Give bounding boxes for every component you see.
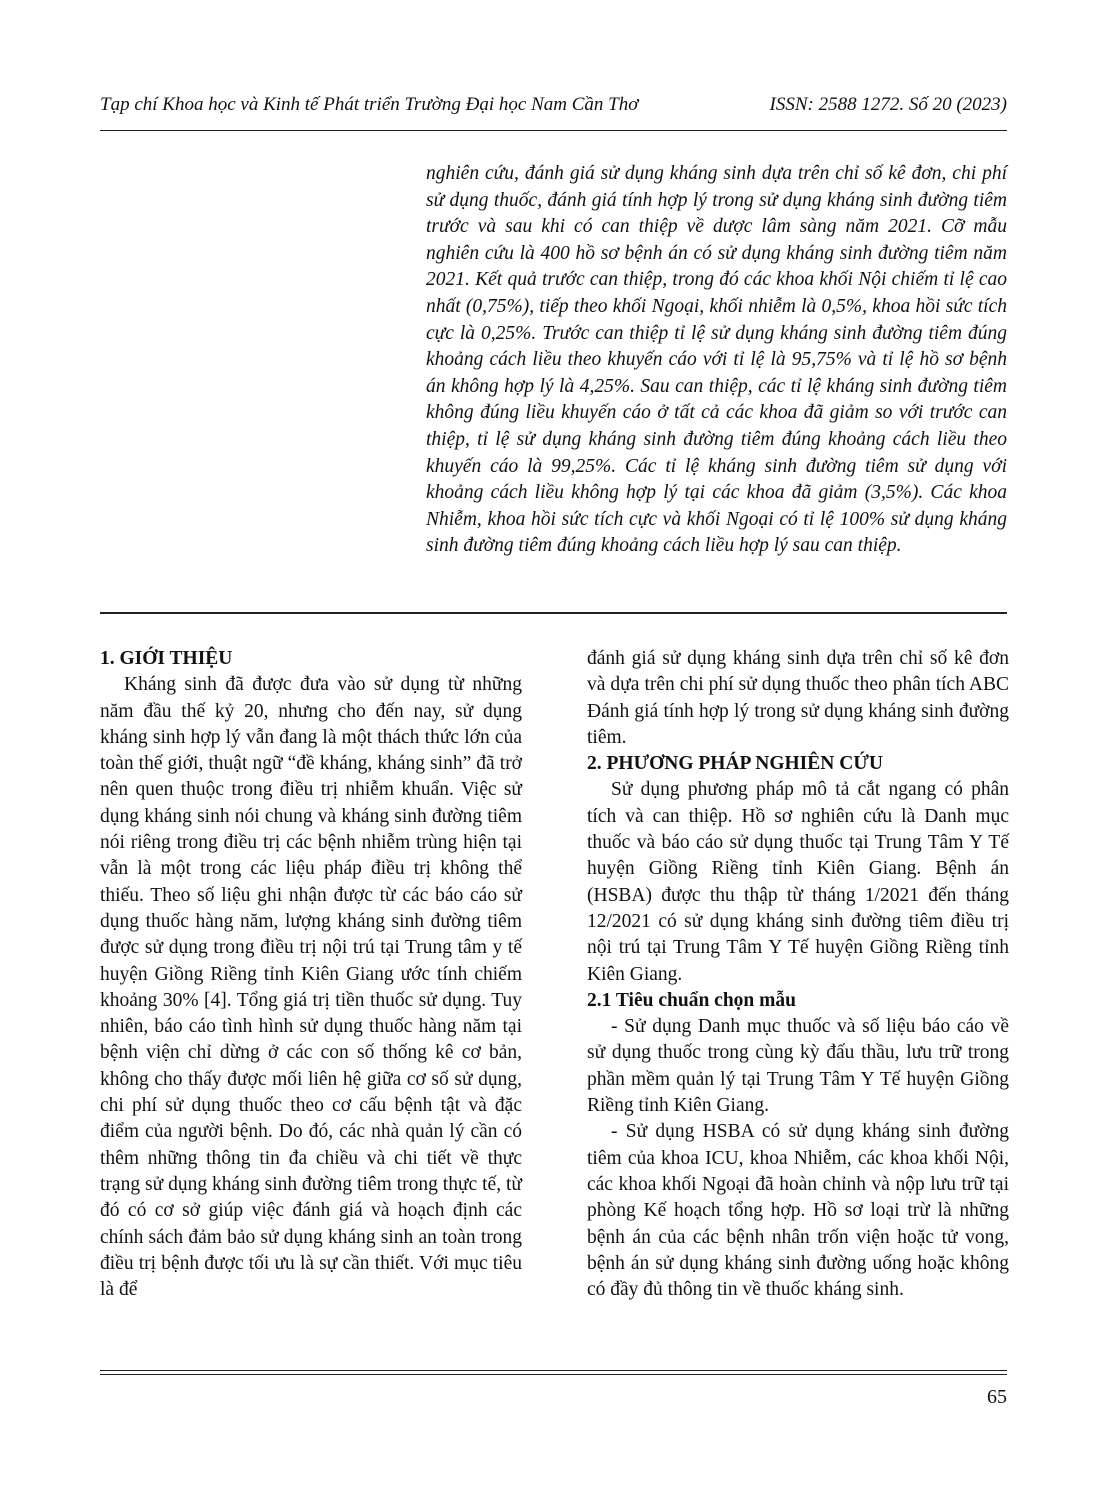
subsection-heading-sample-criteria: 2.1 Tiêu chuẩn chọn mẫu	[587, 989, 796, 1011]
criteria-item: - Sử dụng Danh mục thuốc và số liệu báo cáo về sử dụng thuốc trong cùng kỳ đấu thầu, lưu trữ trong phần mềm quản lý tại Trung Tâm Y Tế huyện Giồng Riềng tỉnh Kiên Giang.	[587, 1016, 1009, 1117]
intro-paragraph: Kháng sinh đã được đưa vào sử dụng từ những năm đầu thế kỷ 20, nhưng cho đến nay, sử dụng kháng sinh hợp lý vẫn đang là một thách thức lớn của toàn thế giới, thuật ngữ “đề kháng, kháng sinh” đã trở nên quen thuộc trong điều trị nhiễm khuẩn. Việc sử dụng kháng sinh nói chung và kháng sinh đường tiêm nói riêng trong điều trị các bệnh nhiễm trùng hiện tại vẫn là một trong các liệu pháp điều trị không thể thiếu. Theo số liệu ghi nhận được từ các báo cáo sử dụng thuốc hàng năm, lượng kháng sinh đường tiêm được sử dụng trong điều trị nội trú tại Trung tâm y tế huyện Giồng Riềng tỉnh Kiên Giang ước tính chiếm khoảng 30% [4]. Tổng giá trị tiền thuốc sử dụng. Tuy nhiên, báo cáo tình hình sử dụng thuốc hàng năm tại bệnh viện chỉ dừng ở các con số thống kê cơ bản, không cho thấy được mối liên hệ giữa cơ số sử dụng, chi phí sử dụng thuốc theo cơ cấu bệnh tật và đặc điểm của người bệnh. Do đó, các nhà quản lý cần có thêm những thông tin đa chiều và chi tiết về thực trạng sử dụng kháng sinh đường tiêm trong thực tế, từ đó có cơ sở giúp việc đánh giá và hoạch định các chính sách đảm bảo sử dụng kháng sinh an toàn trong điều trị bệnh được tối ưu là sự cần thiết. Với mục tiêu là để	[100, 674, 522, 1301]
abstract-text: nghiên cứu, đánh giá sử dụng kháng sinh dựa trên chỉ số kê đơn, chi phí sử dụng thuốc, đánh giá tính hợp lý trong sử dụng kháng sinh đường tiêm trước và sau khi có can thiệp về dược lâm sàng năm 2021. Cỡ mẫu nghiên cứu là 400 hồ sơ bệnh án có sử dụng kháng sinh đường tiêm năm 2021. Kết quả trước can thiệp, trong đó các khoa khối Nội chiếm tỉ lệ cao nhất (0,75%), tiếp theo khối Ngoại, khối nhiễm là 0,5%, khoa hồi sức tích cực là 0,25%. Trước can thiệp tỉ lệ sử dụng kháng sinh đường tiêm đúng khoảng cách liều theo khuyến cáo với tỉ lệ là 95,75% và tỉ lệ hồ sơ bệnh án không hợp lý là 4,25%. Sau can thiệp, các tỉ lệ kháng sinh đường tiêm không đúng liều khuyến cáo ở tất cả các khoa đã giảm so với trước can thiệp, tỉ lệ sử dụng kháng sinh đường tiêm đúng khoảng cách liều theo khuyến cáo là 99,25%. Các tỉ lệ kháng sinh đường tiêm sử dụng với khoảng cách liều không hợp lý tại các khoa đã giảm (3,5%). Các khoa Nhiễm, khoa hồi sức tích cực và khối Ngoại có tỉ lệ 100% sử dụng kháng sinh đường tiêm đúng khoảng cách liều hợp lý sau can thiệp.	[426, 163, 1007, 557]
header-divider	[100, 130, 1007, 131]
running-header	[100, 94, 1007, 124]
methods-paragraph: Sử dụng phương pháp mô tả cắt ngang có phân tích và can thiệp. Hồ sơ nghiên cứu là Danh mục thuốc và báo cáo sử dụng thuốc tại Trung Tâm Y Tế huyện Giồng Riềng tỉnh Kiên Giang. Bệnh án (HSBA) được thu thập từ tháng 1/2021 đến tháng 12/2021 có sử dụng kháng sinh đường tiêm điều trị nội trú tại Trung Tâm Y Tế huyện Giồng Riềng tỉnh Kiên Giang.	[587, 779, 1009, 985]
right-column	[587, 646, 1009, 1303]
journal-title: Tạp chí Khoa học và Kinh tế Phát triển Trường Đại học Nam Cần Thơ	[100, 94, 639, 115]
footer-divider-double	[100, 1374, 1007, 1375]
left-column	[100, 646, 522, 1303]
abstract-divider	[100, 612, 1007, 614]
section-heading-methods: 2. PHƯƠNG PHÁP NGHIÊN CỨU	[587, 753, 883, 775]
issn-issue: ISSN: 2588 1272. Số 20 (2023)	[769, 94, 1007, 115]
intro-continuation: đánh giá sử dụng kháng sinh dựa trên chỉ số kê đơn và dựa trên chi phí sử dụng thuốc theo phân tích ABC Đánh giá tính hợp lý trong sử dụng kháng sinh đường tiêm.	[587, 648, 1009, 748]
page-number: 65	[987, 1386, 1007, 1408]
criteria-item: - Sử dụng HSBA có sử dụng kháng sinh đường tiêm của khoa ICU, khoa Nhiễm, các khoa khối Nội, các khoa khối Ngoại đã hoàn chỉnh và nộp lưu trữ tại phòng Kế hoạch tổng hợp. Hồ sơ loại trừ là những bệnh án của các bệnh nhân trốn viện hoặc tử vong, bệnh án sử dụng kháng sinh đường uống hoặc không có đầy đủ thông tin về thuốc kháng sinh.	[587, 1121, 1009, 1301]
footer-divider	[100, 1370, 1007, 1371]
section-heading-introduction: 1. GIỚI THIỆU	[100, 648, 233, 669]
